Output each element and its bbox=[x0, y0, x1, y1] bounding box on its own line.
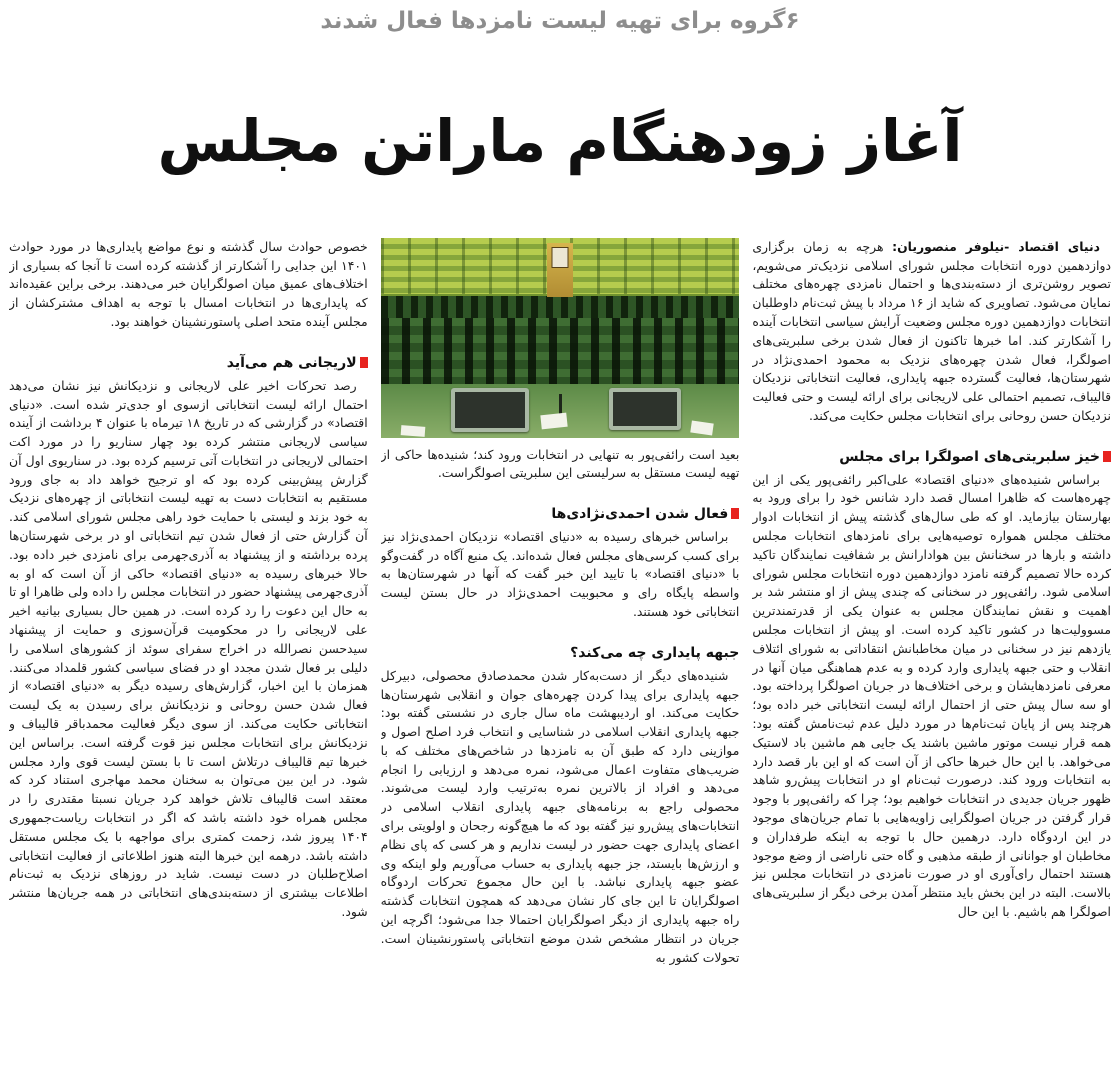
photo-seats-area bbox=[381, 318, 740, 384]
body-paragraph: براساس شنیده‌های «دنیای اقتصاد» علی‌اکبر رائفی‌پور یکی از این چهره‌هاست که ظاهرا امسال قصد دارد شانس خود را برای ورود به بهارستان بیازماید. او که طی سال‌های گذشته پیش از انتخابات ادوار مختلف مجلس همواره توصیه‌هایی برای نامزدهای انتخابات مجلس داشته و بارها در سخنانش بین هوادارانش بر شفافیت نمایندگان تاکید کرده حالا تصمیم گرفته نامزد دوازدهمین دوره انتخابات مجلس شورای اسلامی شود. رائفی‌پور در سخنانی که چندی پیش از او منتشر شد بر اهمیت و نقش نمایندگان مجلس به عنوان یکی از قدرتمندترین مسوولیت‌ها در کشور تاکید کرده است. او پیش از انتخابات مجلس یازدهم نیز در سخنانی در میان مخاطبانش انتقاداتی به شورای ائتلاف انقلاب و حتی جبهه پایداری وارد کرده و به عدم هماهنگی میان آنها در معرفی نامزدهایشان و برخی اختلاف‌ها در جریان اصولگرا پرداخته بود. او سه سال پیش حتی از احتمال ارائه لیست انتخاباتی خبر داده بود؛ هرچند پس از پایان ثبت‌نام‌ها در مورد دلیل عدم ثبت‌نامش گفته بود: همه قرار نیست موتور ماشین باشند یک جایی هم ماشین باد لاستیک می‌خواهد. با این حال خبرها حاکی از آن است که او این بار قصد دارد به انتخابات ورود کند. درصورت ثبت‌نام او در انتخابات پیش‌رو شاهد ظهور جریان جدیدی در انتخابات خواهیم بود؛ چرا که رائفی‌پور با وجود قرار گرفتن در جریان اصولگرایی زاویه‌هایی با تمام جریان‌های موجود در این اردوگاه دارد. درهمین حال با توجه به اینکه طرفداران و مخاطبان او جوانانی از طبقه مذهبی و گاه حتی ناراضی از وضع موجود هستند احتمال رای‌آوری او در صورت نامزدی در انتخابات مجلس نیز بالاست. البته در این بخش باید منتظر آمدن برخی دیگر از سلبریتی‌های اصولگرا هم باشیم. با این حال bbox=[752, 471, 1111, 920]
section-heading-celebrities: خیز سلبریتی‌های اصولگرا برای مجلس bbox=[752, 448, 1111, 466]
photo-monitor-screen bbox=[455, 392, 525, 428]
kicker-subheadline: ۶گروه برای تهیه لیست نامزدها فعال شدند bbox=[320, 8, 800, 34]
body-paragraph: شنیده‌های دیگر از دست‌به‌کار شدن محمدصادق محصولی، دبیرکل جبهه پایداری برای پیدا کردن چهره‌های جوان و انقلابی شهرستان‌ها حکایت می‌کند. او اردیبهشت ماه سال جاری در نشستی گفته بود: جبهه پایداری انقلاب اسلامی در شناسایی و انتخاب فرد اصلح اصول و موازینی دارد که طبق آن به نامزدها در شاخص‌های مختلف که با ضریب‌های متفاوت اعمال می‌شود، نمره می‌دهد و ارزیابی را انجام می‌دهد و افراد از بالاترین نمره به‌ترتیب وارد لیست می‌شوند. محصولی راجع به برنامه‌های جبهه پایداری انقلاب اسلامی در انتخابات‌های پیش‌رو نیز گفته بود که ما هیچ‌گونه رجحان و اولویتی برای اعضای پایداری جهت حضور در لیست نداریم و هر کسی که پای نظام و ارزش‌ها بایستد، جز جبهه پایداری به حساب می‌آوریم ولو اینکه وی عضو جبهه پایداری نباشد. با این حال مجموع تحرکات اردوگاه اصولگرایان تا این جای کار نشان می‌دهد که همچون انتخابات گذشته راه جبهه پایداری از دیگر اصولگرایان احتمالا جدا می‌شود؛ اگرچه این جریان در انتظار مشخص شدن موضع انتخاباتی پاستورنشینان است. تحولات کشور به bbox=[380, 667, 740, 965]
photo-balcony-band bbox=[381, 294, 740, 318]
lead-paragraph bbox=[752, 238, 1111, 426]
column-middle bbox=[381, 238, 740, 1078]
red-square-bullet-icon bbox=[1103, 451, 1111, 462]
article-columns bbox=[0, 238, 1120, 1078]
red-square-bullet-icon bbox=[360, 357, 368, 368]
section-heading-paydari: جبهه پایداری چه می‌کند؟ bbox=[570, 644, 740, 661]
body-paragraph: رصد تحرکات اخیر علی لاریجانی و نزدیکانش نیز نشان می‌دهد احتمال ارائه لیست انتخاباتی ازسوی او جدی‌تر شده است. «دنیای اقتصاد» در گزارشی که در تاریخ ۱۸ تیرماه با عنوان ۴ برداشت از آینده سیاسی لاریجانی منتشر کرده بود چهار سناریو را در مورد اکت احتمالی لاریجانی در انتخابات آتی ترسیم کرده بود. در سناریوی اول آن گزارش پیش‌بینی کرده بود که او ترجیح خواهد داد به جای ورود مستقیم به انتخابات دست به تهیه لیست انتخاباتی از چهره‌های نزدیک به خود بزند و لیستی با حمایت خود راهی مجلس شورای اسلامی کند. آن گزارش حتی از فعال شدن تیم انتخاباتی او در برخی شهرستان‌ها پرده برداشته و از پیشنهاد به آذری‌جهرمی برای نامزدی خبر داده بود. حالا خبرهای رسیده به «دنیای اقتصاد» حاکی از آن است که او به آذری‌جهرمی پیشنهاد حضور در انتخابات مجلس را داده ولی ظاهرا او تا به حال این دعوت را رد کرده است. در همین حال بسیاری بیانیه اخیر علی لاریجانی را در محکومیت قرآن‌سوزی و حمایت از پیشنهاد سیدحسن نصرالله در اخراج سفرای سوئد از کشورهای اسلامی را دلیلی بر فعال شدن مجدد او در فضای سیاسی کشور قلمداد می‌کنند. همزمان با این اخبار، گزارش‌های رسیده دیگر به «دنیای اقتصاد» از فعال شدن حسن روحانی و نزدیکانش برای رسیدن به یک لیست انتخاباتی حکایت می‌کند. از سوی دیگر فعالیت محمدباقر قالیباف و نزدیکانش برای انتخابات مجلس نیز قوت گرفته است. براساس این خبرها تیم قالیباف درتلاش است تا با بستن لیست قوی وارد مجلس شود. در این بین می‌توان به سخنان محمد مهاجری استناد کرد که معتقد است قالیباف تلاش خواهد کرد جریان نسبتا مقتدری را در مجلس همراه خود داشته باشد که اگر در انتخابات ریاست‌جمهوری ۱۴۰۴ پیروز شد، زحمت کمتری برای مواجهه با یک مجلس مستقل داشته باشد. درهمه این خبرها البته هنوز اطلاعاتی از فعالیت انتخاباتی اصلاح‌طلبان در دست نیست. شاید در روزهای نزدیک به ثبت‌نام اطلاعات بیشتری از دسته‌بندی‌های انتخاباتی در همه جریان‌ها منتشر شود. bbox=[9, 377, 368, 920]
column-left bbox=[9, 238, 368, 1078]
section-heading-larijani: لاریجانی هم می‌آید bbox=[9, 354, 368, 372]
photo-monitor-screen bbox=[613, 392, 677, 426]
parliament-chamber-photo bbox=[381, 238, 740, 438]
photo-caption: بعید است رائفی‌پور به تنهایی در انتخابات ورود کند؛ شنیده‌ها حاکی از تهیه لیست مستقل به سرلیستی این سلبریتی اصولگراست. bbox=[380, 446, 740, 481]
photo-monitor-right bbox=[609, 388, 681, 430]
photo-paper bbox=[540, 412, 567, 429]
photo-portrait-frame bbox=[552, 247, 569, 268]
section-heading-ahmadinejad: فعال شدن احمدی‌نژادی‌ها bbox=[381, 505, 740, 523]
main-headline: آغاز زودهنگام ماراتن مجلس bbox=[157, 106, 963, 175]
photo-paper bbox=[400, 425, 425, 437]
column-right bbox=[752, 238, 1111, 1078]
lead-text: هرچه به زمان برگزاری دوازدهمین دوره انتخابات مجلس شورای اسلامی نزدیک‌تر می‌شویم، تصویر روشن‌تری از دسته‌بندی‌ها و احتمال نامزدی چهره‌های مختلف نمایان می‌شود. تصاویری که شاید از ۱۶ مرداد با پیش ثبت‌نام داوطلبان انتخابات دوازدهمین دوره مجلس وضعیت آرایش سیاسی انتخابات آینده را آشکارتر کند. اما خبرها تاکنون از فعال شدن برخی سلبریتی‌های اصولگرا، فعال شدن چهره‌های نزدیک به محمود احمدی‌نژاد در شهرستان‌ها، فعالیت گسترده جبهه پایداری، فعالیت انتخاباتی نزدیکان قالیباف، تصمیم احتمالی علی لاریجانی برای ارائه لیست و حتی فعالیت نزدیکان حسن روحانی برای انتخابات مجلس حکایت می‌کند. bbox=[752, 238, 1111, 423]
byline: دنیای اقتصاد -نیلوفر منصوریان: bbox=[892, 238, 1100, 254]
photo-paper bbox=[690, 420, 713, 435]
body-paragraph: براساس خبرهای رسیده به «دنیای اقتصاد» نزدیکان احمدی‌نژاد نیز برای کسب کرسی‌های مجلس فعال شده‌اند. یک منبع آگاه در گفت‌وگو با «دنیای اقتصاد» با تایید این خبر گفت که آنها در شهرستان‌ها به واسطه پایگاه رای و محبوبیت احمدی‌نژاد در حال بستن لیست انتخاباتی خود هستند. bbox=[380, 528, 740, 619]
red-square-bullet-icon bbox=[731, 508, 739, 519]
photo-monitor-left bbox=[451, 388, 529, 432]
body-paragraph: خصوص حوادث سال گذشته و نوع مواضع پایداری‌ها در مورد حوادث ۱۴۰۱ این جدایی را آشکارتر از گذشته کرده است تا آنجا که بسیاری از اختلاف‌های عمیق میان اصولگرایان خبر می‌دهند. برخی براین عقیده‌اند که پایداری‌ها در انتخابات امسال با توجه به اهداف مشترکشان از مجلس آینده متحد اصلی پاستورنشینان خواهند بود. bbox=[9, 238, 368, 329]
